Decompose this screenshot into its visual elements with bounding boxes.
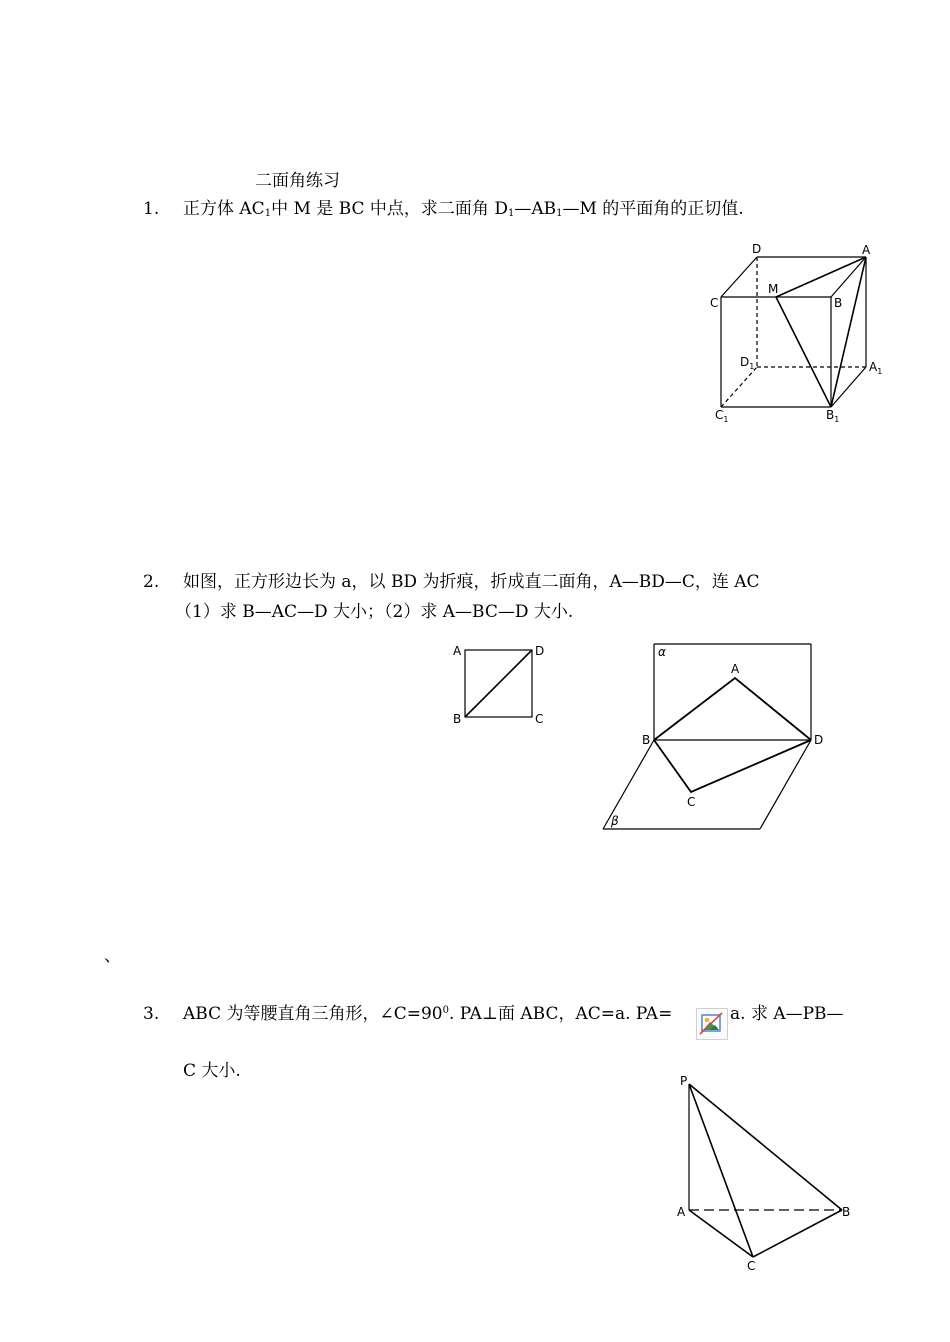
fold-label-c: C bbox=[687, 795, 696, 809]
plane-alpha-label: α bbox=[658, 645, 666, 659]
fold-label-b: B bbox=[642, 733, 651, 747]
cube-label-a: A bbox=[862, 243, 871, 257]
fold-label-d: D bbox=[814, 733, 824, 747]
pyramid-label-b: B bbox=[842, 1205, 851, 1219]
broken-image-icon bbox=[696, 1008, 728, 1040]
cube-label-b: B bbox=[834, 296, 843, 310]
square-figure bbox=[450, 640, 560, 730]
problem-3-line-1a: ABC 为等腰直角三角形，$\angle C=90^0$. PA⊥面 ABC，AC=a. PA= bbox=[183, 1004, 673, 1024]
problem-2-line-1: 如图，正方形边长为 a，以 BD 为折痕，折成直二面角，A—BD—C，连 AC bbox=[183, 572, 760, 592]
square-label-a: A bbox=[453, 644, 462, 658]
stray-mark: 、 bbox=[104, 946, 121, 966]
cube-label-c: C bbox=[710, 296, 719, 310]
problem-3-line-2: C 大小. bbox=[183, 1061, 241, 1081]
cube-label-c1: $C_1$ bbox=[715, 408, 729, 424]
problem-2-number: 2. bbox=[143, 572, 160, 592]
square-label-b: B bbox=[453, 712, 462, 726]
problem-1-text: 正方体 $AC_1$中 M 是 BC 中点，求二面角 $D_1—AB_1—M$ 的平面角的正切值. bbox=[183, 199, 744, 219]
cube-label-m: M bbox=[768, 282, 779, 296]
folded-dihedral-figure bbox=[598, 640, 838, 835]
pyramid-label-c: C bbox=[747, 1259, 756, 1273]
fold-label-a: A bbox=[731, 662, 740, 676]
square-label-c: C bbox=[535, 712, 544, 726]
problem-3-line-1b: a. 求 A—PB— bbox=[730, 1004, 844, 1024]
cube-label-d: D bbox=[752, 242, 762, 256]
problem-3-number: 3. bbox=[143, 1004, 160, 1024]
cube-label-a1: $A_1$ bbox=[869, 360, 883, 376]
square-label-d: D bbox=[535, 644, 545, 658]
plane-beta-label: β bbox=[611, 814, 619, 828]
cube-figure bbox=[700, 240, 900, 430]
cube-label-d1: $D_1$ bbox=[740, 355, 755, 371]
cube-label-b1: $B_1$ bbox=[826, 408, 840, 424]
pyramid-figure bbox=[670, 1070, 860, 1275]
page-title: 二面角练习 bbox=[255, 171, 340, 191]
problem-2-line-2: （1）求 B—AC—D 大小；（2）求 A—BC—D 大小. bbox=[175, 602, 574, 622]
pyramid-label-p: P bbox=[680, 1074, 688, 1088]
pyramid-label-a: A bbox=[677, 1205, 686, 1219]
problem-1-number: 1. bbox=[143, 199, 160, 219]
